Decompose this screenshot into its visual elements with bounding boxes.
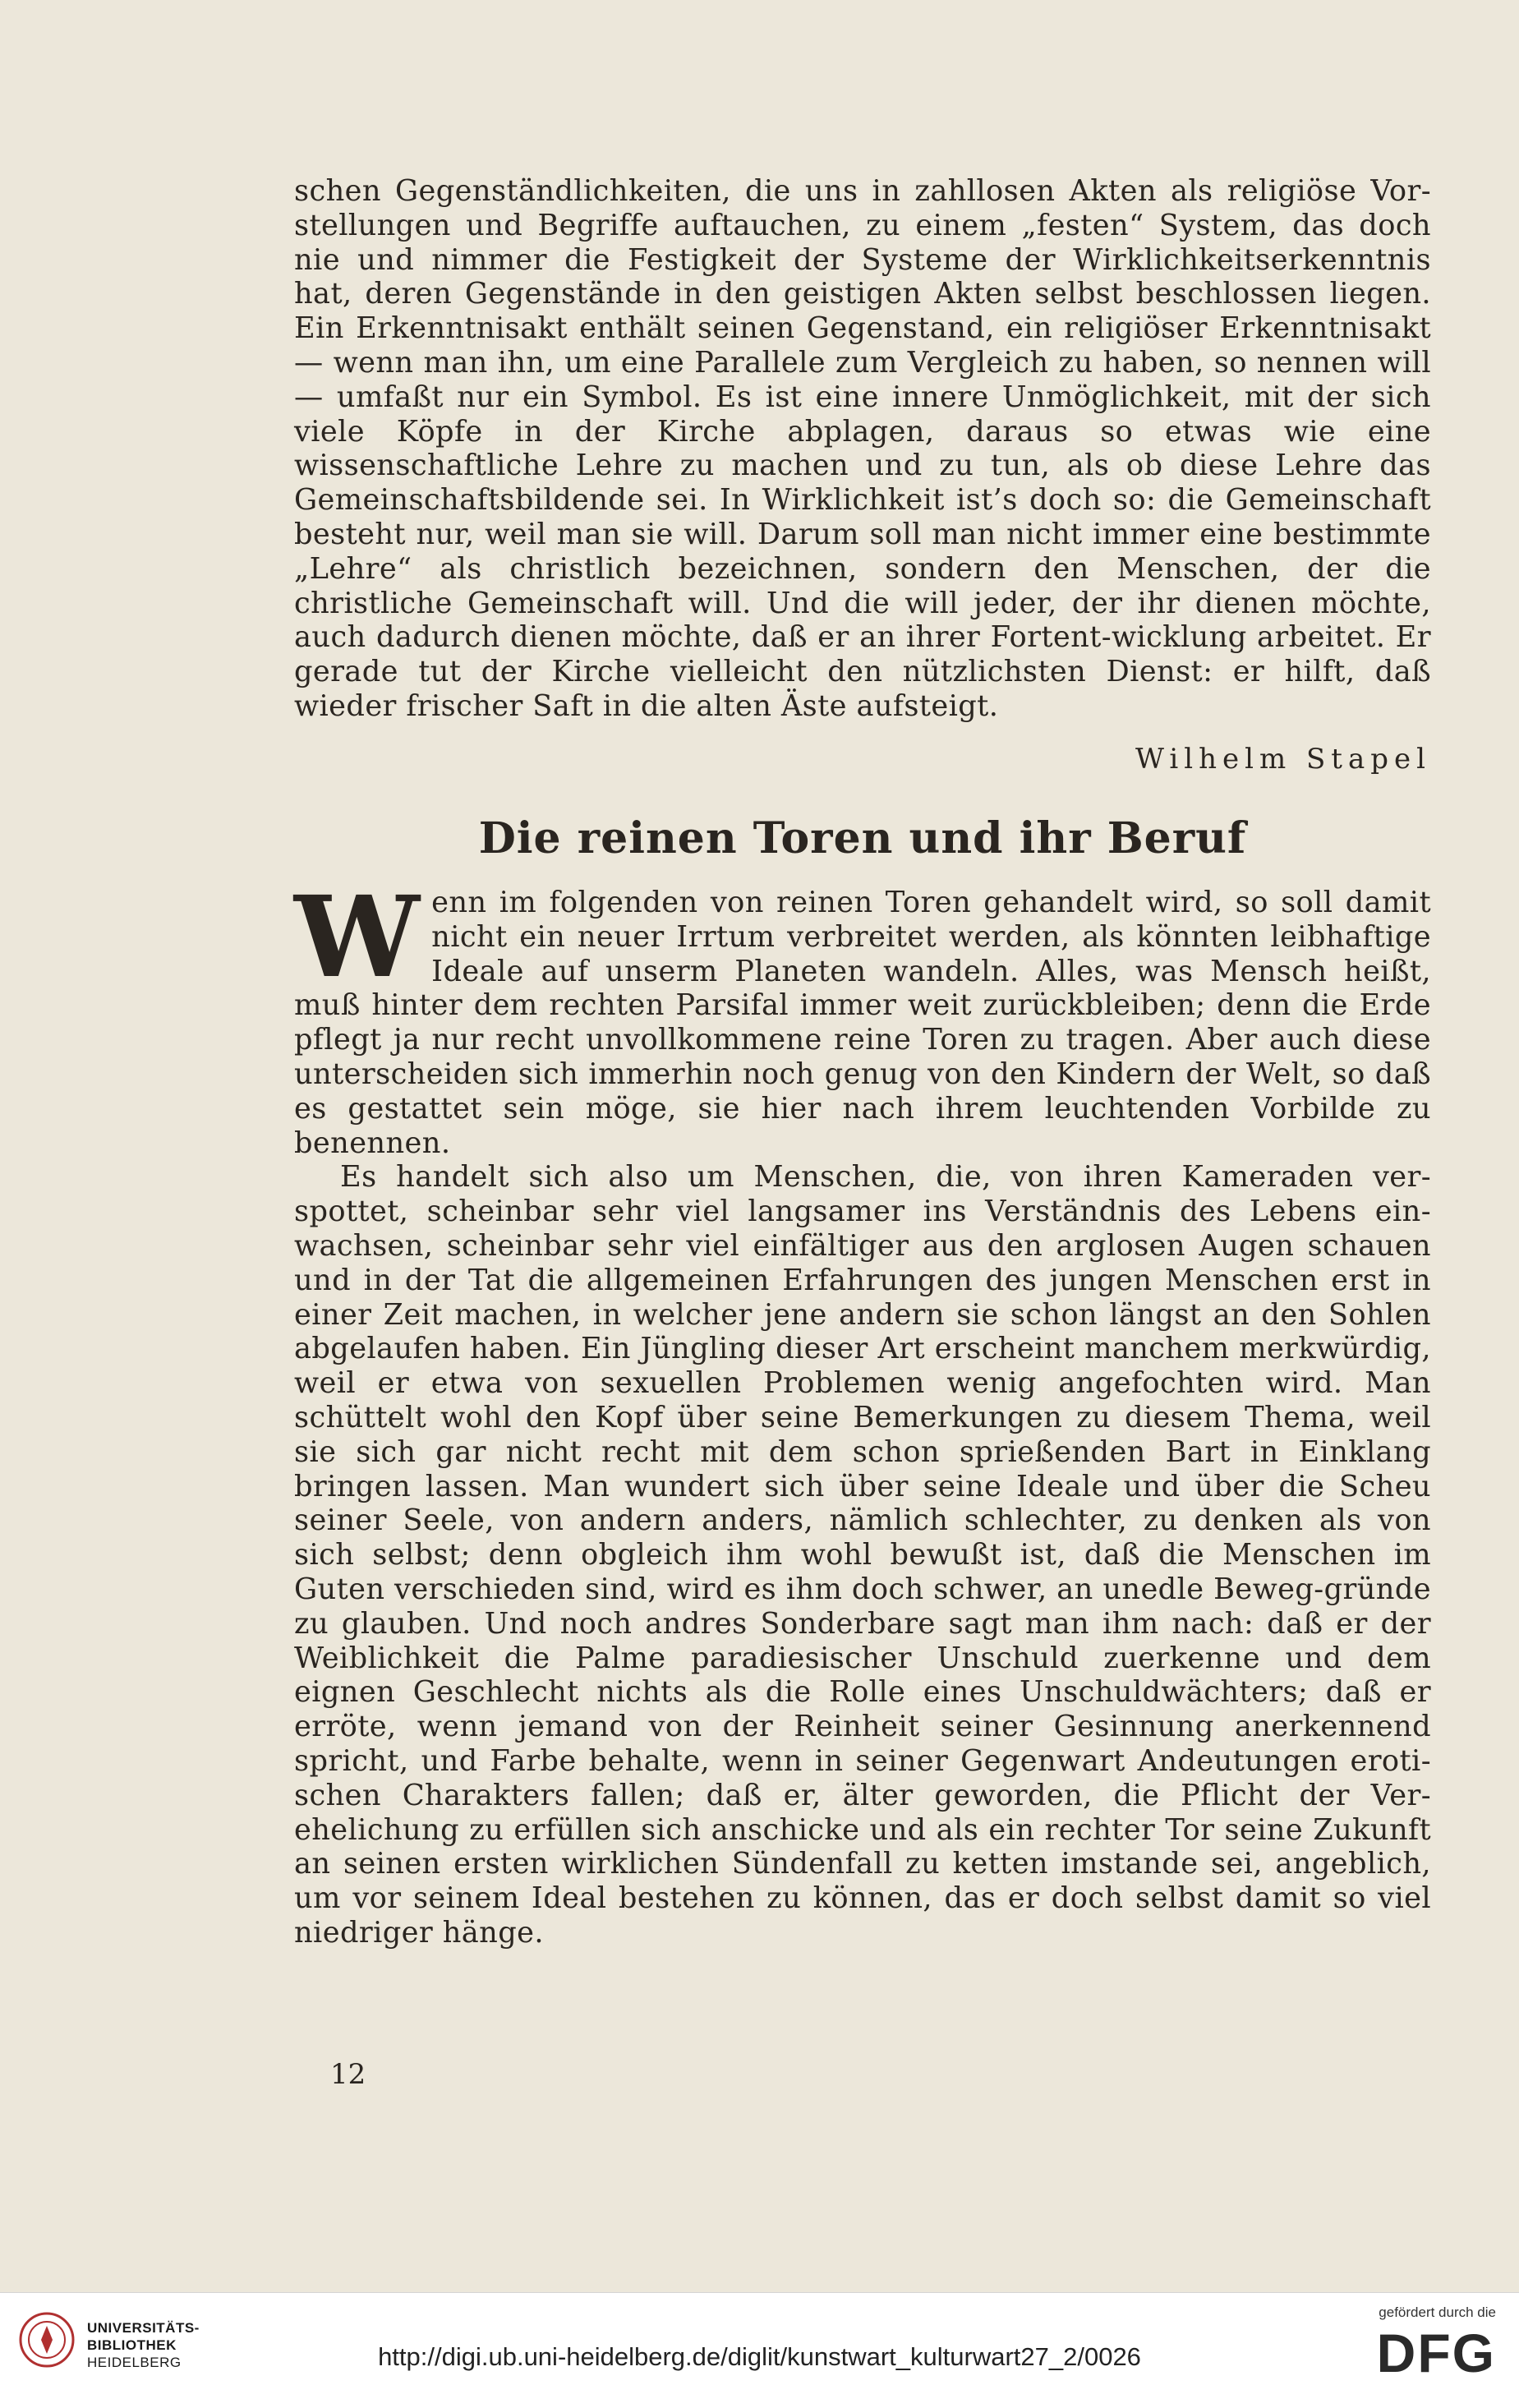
library-name-line: HEIDELBERG [87, 2355, 182, 2370]
paragraph: Es handelt sich also um Menschen, die, von ihren Kameraden ver-spottet, scheinbar sehr viel langsamer ins Verständnis des Lebens ein-wachsen, scheinbar sehr viel einfältiger aus den arglosen Augen schauen und in der Tat die allgemeinen Erfahrungen des jungen Menschen erst in einer Zeit machen, in welcher jene andern sie schon längst an den Sohlen abgelaufen haben. Ein Jüngling dieser Art erscheint manchem merkwürdig, weil er etwa von sexuellen Problemen wenig angefochten wird. Man schüttelt wohl den Kopf über seine Bemerkungen zu diesem Thema, weil sie sich gar nicht recht mit dem schon sprießenden Bart in Einklang bringen lassen. Man wundert sich über seine Ideale und über die Scheu seiner Seele, von andern anders, nämlich schlechter, zu denken als von sich selbst; denn obgleich ihm wohl bewußt ist, daß die Menschen im Guten verschieden sind, wird es ihm doch schwer, an unedle Beweg-gründe zu glauben. Und noch andres Sonderbare sagt man ihm nach: daß er der Weiblichkeit die Palme paradiesischer Unschuld zuerkenne und dem eignen Geschlecht nichts als die Rolle eines Unschuldwächters; daß er erröte, wenn jemand von der Reinheit seiner Gesinnung anerkennend spricht, und Farbe behalte, wenn in seiner Gegenwart Andeutungen eroti-schen Charakters fallen; daß er, älter geworden, die Pflicht der Ver-ehelichung zu erfüllen sich anschicke und als ein rechter Tor seine Zukunft an seinen ersten wirklichen Sündenfall zu ketten imstande sei, angeblich, um vor seinem Ideal bestehen zu können, das er doch selbst damit so viel niedriger hänge. [294, 1160, 1431, 1950]
author-signature: Wilhelm Stapel [1135, 743, 1431, 776]
dfg-logo: DFG [1376, 2323, 1496, 2383]
paragraph [294, 872, 1431, 1160]
previous-article-text [294, 174, 1431, 724]
paragraph: schen Gegenständlichkeiten, die uns in zahllosen Akten als religiöse Vor-stellungen und Begriffe auftauchen, zu einem „festen“ System, das doch nie und nimmer die Festigkeit der Systeme der Wirklichkeitserkenntnis hat, deren Gegenstände in den geistigen Akten selbst beschlossen liegen. Ein Erkenntnisakt enthält seinen Gegenstand, ein religiöser Erkenntnisakt — wenn man ihn, um eine Parallele zum Vergleich zu haben, so nennen will — umfaßt nur ein Symbol. Es ist eine innere Unmöglichkeit, mit der sich viele Köpfe in der Kirche abplagen, daraus so etwas wie eine wissenschaftliche Lehre zu machen und zu tun, als ob diese Lehre das Gemeinschaftsbildende sei. In Wirklichkeit ist’s doch so: die Gemeinschaft besteht nur, weil man sie will. Darum soll man nicht immer eine bestimmte „Lehre“ als christlich bezeichnen, sondern den Menschen, der die christliche Gemeinschaft will. Und die will jeder, der ihr dienen möchte, auch dadurch dienen möchte, daß er an ihrer Fortent-wicklung arbeitet. Er gerade tut der Kirche vielleicht den nützlichsten Dienst: er hilft, daß wieder frischer Saft in die alten Äste aufsteigt. [294, 174, 1431, 723]
drop-cap: W [294, 872, 421, 1003]
paragraph-text: enn im folgenden von reinen Toren gehandelt wird, so soll damit nicht ein neuer Irrtum verbreitet werden, als könnten leibhaftige Ideale auf unserm Planeten wandeln. Alles, was Mensch heißt, muß hinter dem rechten Parsifal immer weit zurückbleiben; denn die Erde pflegt ja nur recht unvollkommene reine Toren zu tragen. Aber auch diese unterscheiden sich immerhin noch genug von den Kindern der Welt, so daß es gestattet sein möge, sie hier nach ihrem leuchtenden Vorbilde zu benennen. [294, 886, 1431, 1160]
source-url-link[interactable]: http://digi.ub.uni-heidelberg.de/diglit/kunstwart_kulturwart27_2/0026 [378, 2342, 1141, 2371]
digitization-footer [0, 2292, 1519, 2408]
funding-label: gefördert durch die [1379, 2304, 1496, 2320]
library-name-line: BIBLIOTHEK [87, 2337, 177, 2353]
page-number: 12 [330, 2058, 366, 2091]
article-body [294, 872, 1431, 1950]
library-name-line: UNIVERSITÄTS- [87, 2320, 200, 2336]
article-heading: Die reinen Toren und ihr Beruf [478, 813, 1247, 863]
